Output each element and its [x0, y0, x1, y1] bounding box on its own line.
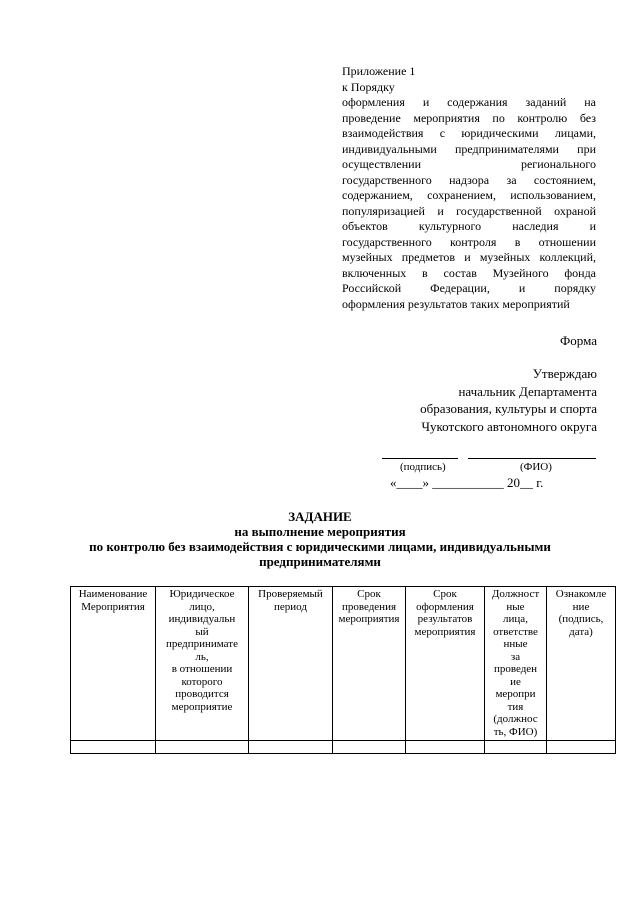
table-cell[interactable]: [249, 741, 333, 754]
appendix-text-line: содержанием, сохранением, использованием,: [342, 188, 596, 202]
table-cell[interactable]: [333, 741, 406, 754]
header-period: Проверяемый период: [249, 587, 333, 741]
table-header-row: [71, 587, 616, 741]
appendix-text-line: индивидуальными предпринимателями при: [342, 141, 596, 156]
header-duration: Срок проведения мероприятия: [333, 587, 406, 741]
appendix-text-line: объектов культурного наследия и: [342, 219, 596, 233]
title-main: ЗАДАНИЕ: [288, 509, 352, 524]
header-activity-name: Наименование Мероприятия: [71, 587, 156, 741]
appendix-text-line: музейных предметов и музейных коллекций,: [342, 250, 596, 264]
appendix-text-line: взаимодействия с юридическими лицами,: [342, 126, 596, 140]
header-responsible-officials: Должност ные лица, ответстве нные за проведен ие меропри тия (должнос ть, ФИО): [485, 587, 547, 741]
approval-region: Чукотского автономного округа: [421, 418, 597, 434]
table-cell[interactable]: [156, 741, 249, 754]
signature-line[interactable]: [382, 458, 458, 459]
signature-caption: (подпись): [400, 461, 446, 473]
appendix-text-line: Российской Федерации, и порядку: [342, 281, 596, 295]
header-legal-entity: Юридическое лицо, индивидуальн ый предпринимате ль, в отношении которого проводится мероприятие: [156, 587, 249, 741]
appendix-text-line: осуществлении регионального: [342, 157, 596, 171]
signature-lines: [382, 446, 596, 462]
document-title: [60, 509, 580, 569]
appendix-number: Приложение 1: [342, 64, 416, 78]
appendix-text-line: оформления и содержания заданий на: [342, 95, 596, 109]
table-cell[interactable]: [547, 741, 616, 754]
form-label: Форма: [560, 333, 597, 348]
task-table: [70, 586, 616, 754]
title-subtitle: на выполнение мероприятия: [234, 524, 406, 539]
table-cell[interactable]: [71, 741, 156, 754]
appendix-text-line: популяризацией и государственной охраной: [342, 203, 596, 218]
name-line[interactable]: [468, 458, 596, 459]
table-row: [71, 741, 616, 754]
appendix-text-line: проведение мероприятия по контролю без: [342, 110, 596, 125]
appendix-text-line: государственного контроля в отношении: [342, 234, 596, 249]
approval-date-line[interactable]: «____» ___________ 20__ г.: [390, 475, 544, 490]
approval-position: начальник Департамента: [458, 383, 597, 399]
header-results-deadline: Срок оформления результатов мероприятия: [406, 587, 485, 741]
title-description: по контролю без взаимодействия с юридическими лицами, индивидуальными предпринимателями: [89, 539, 551, 569]
approval-department: образования, культуры и спорта: [420, 401, 597, 416]
appendix-reference: к Порядку: [342, 79, 395, 94]
header-acknowledgement: Ознакомле ние (подпись, дата): [547, 587, 616, 741]
appendix-text-line: включенных в состав Музейного фонда: [342, 265, 596, 280]
name-caption: (ФИО): [520, 461, 552, 473]
appendix-text-last-line: оформления результатов таких мероприятий: [342, 296, 570, 311]
table-cell[interactable]: [406, 741, 485, 754]
appendix-block: [342, 64, 596, 312]
approval-heading: Утверждаю: [532, 366, 597, 381]
table-cell[interactable]: [485, 741, 547, 754]
appendix-text-line: государственного надзора за состоянием,: [342, 172, 596, 187]
approval-block: [420, 365, 597, 435]
